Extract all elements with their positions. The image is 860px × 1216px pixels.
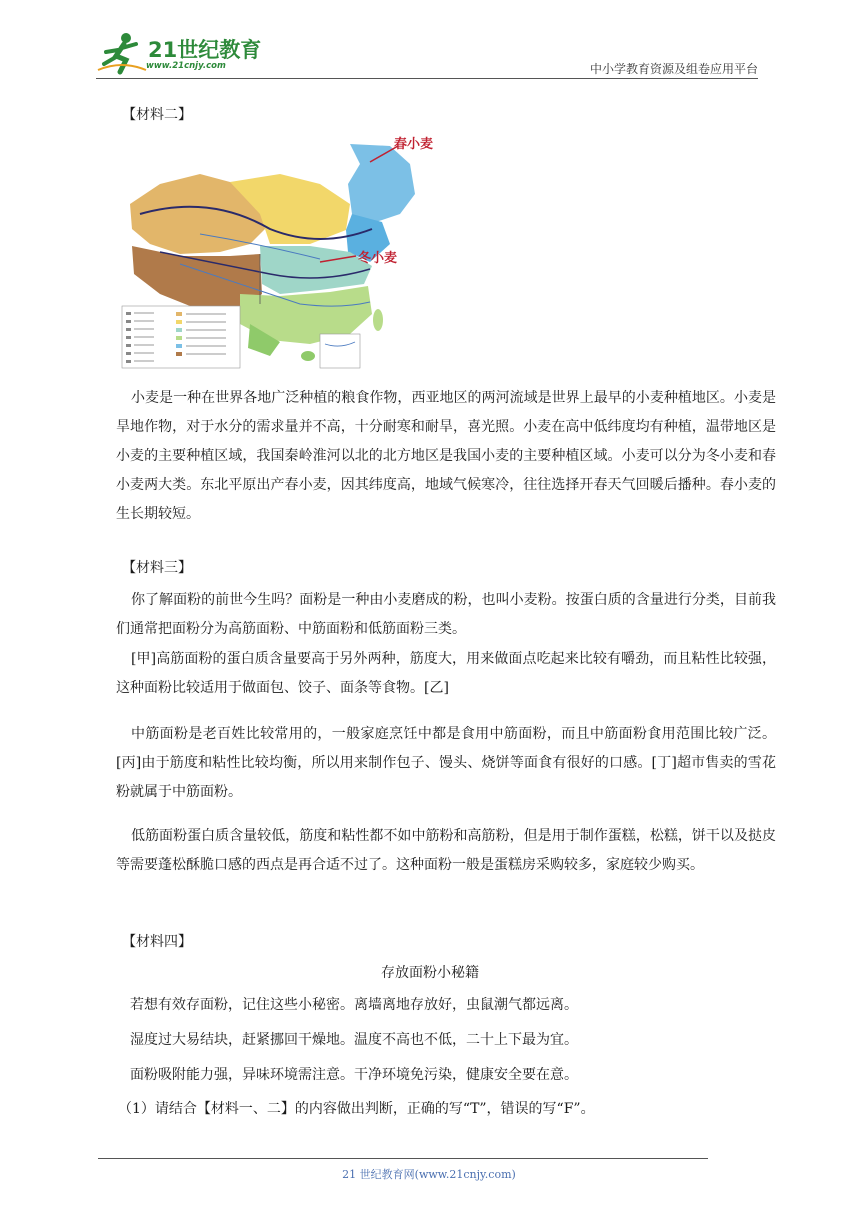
material3-paragraph-1: 你了解面粉的前世今生吗？面粉是一种由小麦磨成的粉，也叫小麦粉。按蛋白质的含量进行分类，目前我们通常把面粉分为高筋面粉、中筋面粉和低筋面粉三类。 — [116, 592, 776, 637]
material3-heading: 【材料三】 — [122, 560, 192, 576]
question-1: （1）请结合【材料一、二】的内容做出判断，正确的写“T”，错误的写“F”。 — [118, 1101, 595, 1117]
material3-paragraph-4: 低筋面粉蛋白质含量较低，筋度和粘性都不如中筋粉和高筋粉，但是用于制作蛋糕，松糕，饼干以及挞皮等需要蓬松酥脆口感的西点是再合适不过了。这种面粉一般是蛋糕房采购较多，家庭较少购买。 — [116, 828, 776, 873]
logo-url: www.21cnjy.com — [146, 61, 226, 71]
platform-name: 中小学教育资源及组卷应用平台 — [589, 62, 758, 76]
material4-heading: 【材料四】 — [122, 934, 192, 950]
material2-paragraph: 小麦是一种在世界各地广泛种植的粮食作物，西亚地区的两河流域是世界上最早的小麦种植地区。小麦是旱地作物，对于水分的需求量并不高，十分耐寒和耐旱，喜光照。小麦在高中低纬度均有种植，温带地区是小麦的主要种植区域，我国秦岭淮河以北的北方地区是我国小麦的主要种植区域。小麦可以分为冬小麦和春小麦两大类。东北平原出产春小麦，因其纬度高，地域气候寒冷，往往选择开春天气回暖后播种。春小麦的生长期较短。 — [116, 390, 776, 522]
spring-wheat-label: 春小麦 — [394, 137, 434, 152]
material4-line-3: 面粉吸附能力强，异味环境需注意。干净环境免污染，健康安全要在意。 — [130, 1067, 578, 1083]
winter-wheat-label: 冬小麦 — [358, 251, 398, 266]
material3-paragraph-3: 中筋面粉是老百姓比较常用的，一般家庭烹饪中都是食用中筋面粉，而且中筋面粉食用范围比较广泛。[丙]由于筋度和粘性比较均衡，所以用来制作包子、馒头、烧饼等面食有很好的口感。[丁]超市售卖的雪花粉就属于中筋面粉。 — [116, 726, 776, 800]
header-divider — [96, 78, 758, 79]
material3-paragraph-2: [甲]高筋面粉的蛋白质含量要高于另外两种，筋度大，用来做面点吃起来比较有嚼劲，而且粘性比较强，这种面粉比较适用于做面包、饺子、面条等食物。[乙] — [116, 651, 776, 696]
material2-heading: 【材料二】 — [122, 107, 192, 123]
page-header — [96, 30, 758, 80]
runner-logo-icon — [96, 30, 148, 76]
logo-text: 21世纪教育 — [148, 38, 262, 62]
china-map-image — [120, 134, 438, 370]
china-wheat-map — [120, 134, 438, 370]
material4-line-1: 若想有效存面粉，记住这些小秘密。离墙离地存放好，虫鼠潮气都远离。 — [130, 997, 578, 1013]
material4-line-2: 湿度过大易结块，赶紧挪回干燥地。温度不高也不低，二十上下最为宜。 — [130, 1032, 578, 1048]
footer-text: 21 世纪教育网(www.21cnjy.com) — [342, 1168, 516, 1181]
logo — [96, 30, 266, 76]
material4-title: 存放面粉小秘籍 — [381, 965, 479, 981]
footer-divider — [98, 1158, 708, 1159]
